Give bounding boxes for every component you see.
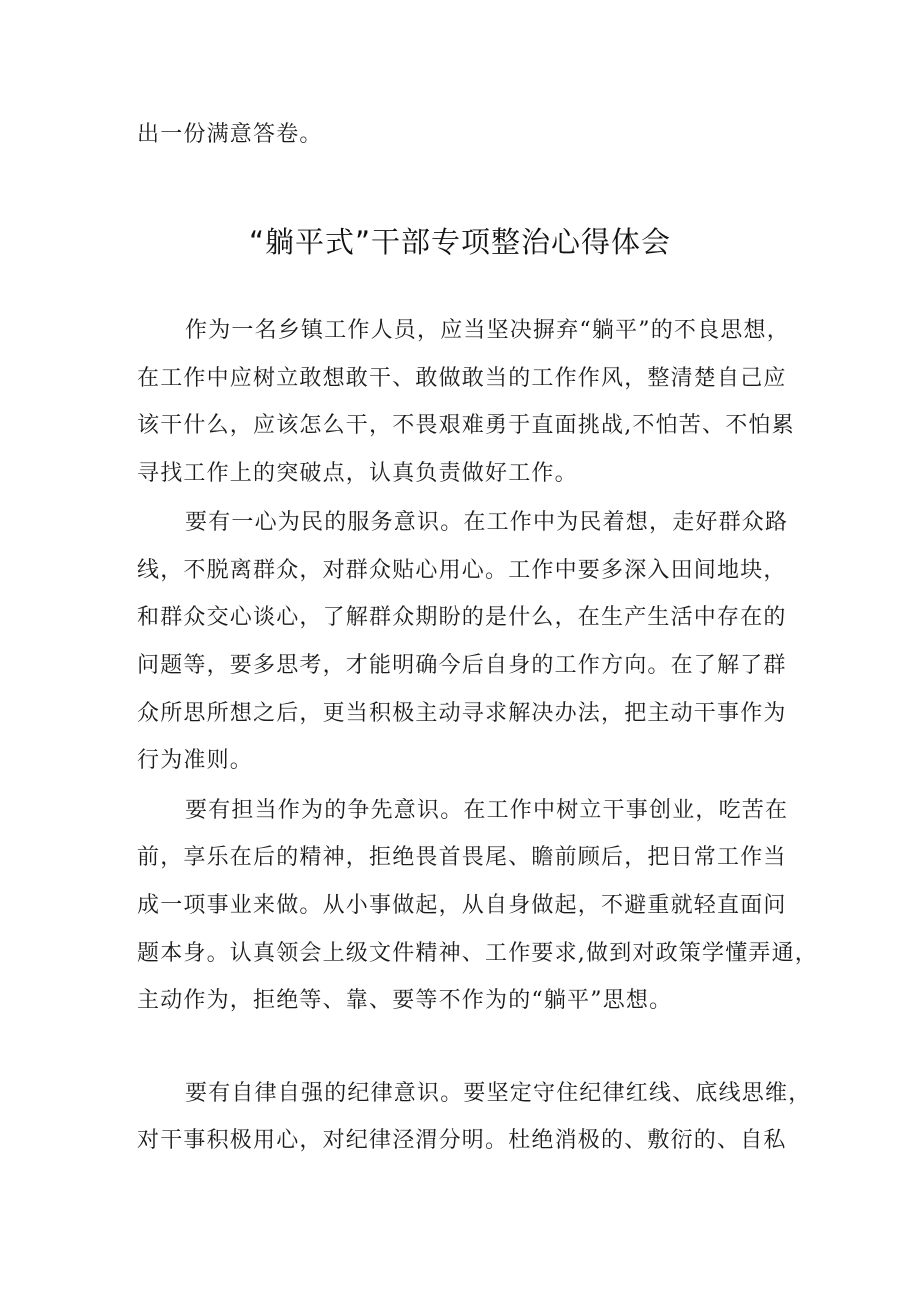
paragraph-line: 成一项事业来做。从小事做起，从自身做起，不避重就轻直面问 <box>137 893 787 918</box>
document-title: “躺平式”干部专项整治心得体会 <box>248 225 672 259</box>
paragraph-line: 对干事积极用心，对纪律泾渭分明。杜绝消极的、敷衍的、自私 <box>137 1128 787 1153</box>
paragraph-line: 要有自律自强的纪律意识。要坚定守住纪律红线、底线思维， <box>185 1081 812 1106</box>
paragraph-line: 问题等，要多思考，才能明确今后自身的工作方向。在了解了群 <box>137 653 787 678</box>
paragraph-line: 要有担当作为的争先意识。在工作中树立干事创业，吃苦在 <box>185 798 789 823</box>
paragraph-line: 寻找工作上的突破点，认真负责做好工作。 <box>137 461 578 486</box>
paragraph-line: 在工作中应树立敢想敢干、敢做敢当的工作作风，整清楚自己应 <box>137 366 787 391</box>
paragraph-line: 前，享乐在后的精神，拒绝畏首畏尾、瞻前顾后，把日常工作当 <box>137 845 787 870</box>
paragraph-line: 众所思所想之后，更当积极主动寻求解决办法，把主动干事作为 <box>137 701 787 726</box>
paragraph-line: 要有一心为民的服务意识。在工作中为民着想，走好群众路 <box>185 510 789 535</box>
paragraph-line: 行为准则。 <box>137 748 254 773</box>
paragraph-line: 线，不脱离群众，对群众贴心用心。工作中要多深入田间地块， <box>137 558 787 583</box>
paragraph-line: 该干什么，应该怎么干，不畏艰难勇于直面挑战,不怕苦、不怕累 <box>137 413 795 438</box>
paragraph-line: 题本身。认真领会上级文件精神、工作要求,做到对政策学懂弄通， <box>137 941 818 966</box>
paragraph-line: 主动作为，拒绝等、靠、要等不作为的“躺平”思想。 <box>137 988 673 1013</box>
paragraph-line: 和群众交心谈心，了解群众期盼的是什么，在生产生活中存在的 <box>137 605 787 630</box>
lead-line: 出一份满意答卷。 <box>137 122 323 147</box>
paragraph-line: 作为一名乡镇工作人员，应当坚决摒弃“躺平”的不良思想， <box>185 318 790 343</box>
